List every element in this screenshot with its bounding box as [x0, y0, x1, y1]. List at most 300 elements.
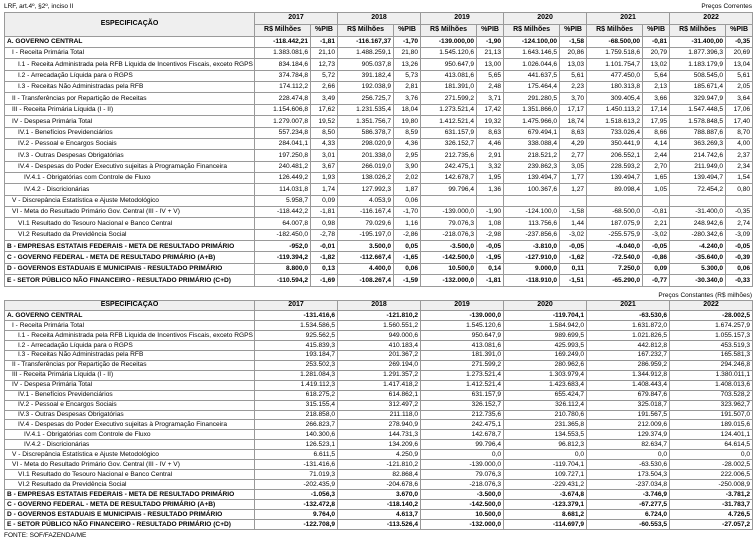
- current-prices-table-head: [5, 13, 753, 37]
- value-cell: 5.958,7: [255, 195, 311, 206]
- value-cell: 242.475,1: [421, 161, 477, 172]
- value-cell: -72.540,0: [587, 252, 643, 263]
- table-row: [5, 370, 753, 380]
- value-cell: 266.823,7: [255, 420, 338, 430]
- value-cell: 8,59: [394, 127, 421, 138]
- value-cell: -1,69: [311, 275, 338, 286]
- value-cell: 4.400,0: [338, 263, 394, 274]
- value-cell: 1.450.113,2: [587, 104, 643, 115]
- table-row: [5, 460, 753, 470]
- value-cell: 323.962,7: [670, 400, 753, 410]
- value-cell: 8,66: [643, 127, 670, 138]
- value-cell: 266.019,0: [338, 161, 394, 172]
- value-cell: 19,32: [477, 116, 504, 127]
- value-cell: 96.812,3: [504, 440, 587, 450]
- year-header: 2021: [587, 13, 670, 25]
- table-row: [5, 263, 753, 274]
- value-cell: 4,29: [560, 138, 587, 149]
- row-label: B - EMPRESAS ESTATAIS FEDERAIS - META DE RESULTADO PRIMÁRIO: [5, 490, 255, 500]
- value-cell: 124.401,1: [670, 430, 753, 440]
- value-cell: 1.055.157,3: [670, 330, 753, 340]
- value-cell: 201.338,0: [338, 150, 394, 161]
- value-cell: 0,14: [477, 263, 504, 274]
- value-cell: 413.081,6: [421, 70, 477, 81]
- value-cell: 206.552,1: [587, 150, 643, 161]
- table-row: [5, 36, 753, 47]
- row-label: IV.4 - Despesas do Poder Executivo sujeitas à Programação Financeira: [5, 420, 255, 430]
- value-cell: 17,42: [477, 104, 504, 115]
- value-cell: 1,74: [311, 184, 338, 195]
- value-cell: 3,05: [560, 161, 587, 172]
- value-cell: 17,06: [726, 104, 753, 115]
- value-cell: -1,81: [477, 275, 504, 286]
- table-row: [5, 218, 753, 229]
- value-cell: -0,05: [643, 241, 670, 252]
- table-row: [5, 320, 753, 330]
- value-cell: 309.405,4: [587, 93, 643, 104]
- value-cell: 17,40: [726, 116, 753, 127]
- value-cell: 0,0: [504, 450, 587, 460]
- table-row: [5, 150, 753, 161]
- year-header: 2022: [670, 300, 753, 310]
- value-cell: 350.441,9: [587, 138, 643, 149]
- value-cell: -139.000,0: [421, 310, 504, 320]
- value-cell: 2,05: [726, 82, 753, 93]
- row-label: E - SETOR PÚBLICO NÃO FINANCEIRO - RESULTADO PRIMÁRIO (C+D): [5, 520, 255, 530]
- value-cell: 1,27: [560, 184, 587, 195]
- table-row: [5, 252, 753, 263]
- table-row: [5, 330, 753, 340]
- value-cell: 4,46: [477, 138, 504, 149]
- current-prices-caption: Preços Correntes: [701, 3, 752, 10]
- row-label: VI.2 Resultado da Previdência Social: [5, 480, 255, 490]
- value-cell: 586.378,7: [338, 127, 394, 138]
- year-header: 2018: [338, 300, 421, 310]
- row-label: I.2 - Arrecadação Líquida para o RGPS: [5, 340, 255, 350]
- value-cell: 326.112,4: [504, 400, 587, 410]
- value-cell: 180.313,8: [587, 82, 643, 93]
- value-cell: -0,05: [477, 241, 504, 252]
- value-cell: -124.100,0: [504, 207, 560, 218]
- value-cell: 212.009,6: [587, 420, 670, 430]
- value-cell: 127.992,3: [338, 184, 394, 195]
- value-cell: 1.351.866,0: [504, 104, 560, 115]
- value-cell: 0,13: [311, 263, 338, 274]
- value-cell: 218.521,2: [504, 150, 560, 161]
- value-cell: 2,13: [643, 82, 670, 93]
- value-cell: -1,59: [394, 275, 421, 286]
- row-label: IV.4.1 - Obrigatórias com Controle de Fluxo: [5, 430, 255, 440]
- value-cell: -1,70: [394, 36, 421, 47]
- value-cell: 325.018,7: [587, 400, 670, 410]
- row-label: V - Discrepância Estatística e Ajuste Metodológico: [5, 450, 255, 460]
- value-unit-header: R$ Milhões: [255, 24, 311, 36]
- value-cell: 142.678,7: [421, 430, 504, 440]
- year-header: 2018: [338, 13, 421, 25]
- value-cell: 5,73: [394, 70, 421, 81]
- table-row: [5, 172, 753, 183]
- value-cell: 181.391,0: [421, 82, 477, 93]
- value-cell: 0,09: [643, 263, 670, 274]
- value-cell: 7.250,0: [587, 263, 643, 274]
- value-cell: 329.947,9: [670, 93, 726, 104]
- row-label: C - GOVERNO FEDERAL - META DE RESULTADO PRIMÁRIO (A+B): [5, 252, 255, 263]
- value-cell: 193.184,7: [255, 350, 338, 360]
- value-cell: -0,35: [726, 207, 753, 218]
- value-cell: 189.015,6: [670, 420, 753, 430]
- table-row: [5, 138, 753, 149]
- value-cell: 210.780,6: [504, 410, 587, 420]
- table-row: [5, 390, 753, 400]
- value-cell: 17,14: [643, 104, 670, 115]
- legal-reference-note: LRF, art.4º, §2º, inciso II: [4, 3, 74, 10]
- value-cell: 5.300,0: [670, 263, 726, 274]
- value-cell: 228.474,8: [255, 93, 311, 104]
- value-cell: 5,65: [477, 70, 504, 81]
- value-cell: 1.560.551,2: [338, 320, 421, 330]
- value-cell: -3,09: [726, 229, 753, 240]
- value-cell: 1,54: [726, 172, 753, 183]
- table-row: [5, 104, 753, 115]
- value-cell: 788.887,6: [670, 127, 726, 138]
- value-cell: 1.584.942,0: [504, 320, 587, 330]
- value-cell: 99.796,4: [421, 440, 504, 450]
- value-cell: -1,95: [477, 252, 504, 263]
- value-cell: 1,05: [643, 184, 670, 195]
- value-cell: 269.194,0: [338, 360, 421, 370]
- value-cell: 2,81: [394, 82, 421, 93]
- constant-prices-table-body: [5, 310, 753, 529]
- value-cell: 1.021.826,5: [587, 330, 670, 340]
- value-cell: 441.637,5: [504, 70, 560, 81]
- value-cell: 2,23: [560, 82, 587, 93]
- value-cell: -119.704,1: [504, 310, 587, 320]
- value-unit-header: R$ Milhões: [504, 24, 560, 36]
- value-cell: 18,04: [394, 104, 421, 115]
- value-cell: 165.581,3: [670, 350, 753, 360]
- value-cell: 0,98: [311, 218, 338, 229]
- table-row: [5, 310, 753, 320]
- table-row: [5, 340, 753, 350]
- value-cell: -204.678,6: [338, 480, 421, 490]
- row-label: VI.1 Resultado do Tesouro Nacional e Banco Central: [5, 470, 255, 480]
- table-row: [5, 93, 753, 104]
- value-cell: 3.500,0: [338, 241, 394, 252]
- row-label: II - Transferências por Repartição de Receitas: [5, 93, 255, 104]
- value-cell: 18,74: [560, 116, 587, 127]
- value-cell: 834.184,6: [255, 59, 311, 70]
- value-cell: 201.367,2: [338, 350, 421, 360]
- value-cell: 134.553,5: [504, 430, 587, 440]
- value-cell: 191.507,0: [670, 410, 753, 420]
- value-cell: -131.416,6: [255, 460, 338, 470]
- value-cell: 3.670,0: [338, 490, 421, 500]
- source-note: FONTE: SOF/FAZENDA/ME: [4, 531, 87, 539]
- value-cell: 703.528,2: [670, 390, 753, 400]
- value-cell: 1.101.754,7: [587, 59, 643, 70]
- table-row: [5, 510, 753, 520]
- value-cell: 21,13: [477, 48, 504, 59]
- value-unit-header: R$ Milhões: [421, 24, 477, 36]
- value-cell: 294.246,8: [670, 360, 753, 370]
- value-cell: 1.291.357,2: [338, 370, 421, 380]
- table-row: [5, 241, 753, 252]
- value-cell: 1.423.683,4: [504, 380, 587, 390]
- value-cell: -31.400,00: [670, 36, 726, 47]
- value-cell: -142.500,0: [421, 500, 504, 510]
- spec-column-header: ESPECIFICAÇÃO: [5, 300, 255, 310]
- constant-prices-table-head: [5, 300, 753, 310]
- value-cell: 240.481,2: [255, 161, 311, 172]
- value-cell: 20,69: [726, 48, 753, 59]
- value-cell: 1,65: [643, 172, 670, 183]
- value-cell: -67.277,5: [587, 500, 670, 510]
- value-cell: 2,91: [477, 150, 504, 161]
- value-cell: 109.727,1: [504, 470, 587, 480]
- value-cell: -31.400,0: [670, 207, 726, 218]
- value-cell: 8,63: [477, 127, 504, 138]
- table-row: [5, 480, 753, 490]
- value-cell: 173.504,3: [587, 470, 670, 480]
- table-row: [5, 59, 753, 70]
- value-cell: 174.112,2: [255, 82, 311, 93]
- table-row: [5, 161, 753, 172]
- value-cell: 1.547.448,5: [670, 104, 726, 115]
- value-cell: -0,01: [311, 241, 338, 252]
- value-cell: 2,21: [643, 218, 670, 229]
- value-cell: -3,02: [560, 229, 587, 240]
- year-header: 2017: [255, 300, 338, 310]
- value-cell: 0,80: [726, 184, 753, 195]
- table-row: [5, 207, 753, 218]
- value-cell: 415.839,3: [255, 340, 338, 350]
- value-cell: 679.494,1: [504, 127, 560, 138]
- value-cell: -182.450,0: [255, 229, 311, 240]
- spec-column-header: ESPECIFICAÇÃO: [5, 13, 255, 37]
- value-cell: -0,86: [643, 252, 670, 263]
- value-cell: 3,76: [394, 93, 421, 104]
- value-unit-header: R$ Milhões: [338, 24, 394, 36]
- value-cell: 1.281.084,3: [255, 370, 338, 380]
- row-label: IV.2 - Pessoal e Encargos Sociais: [5, 400, 255, 410]
- table-row: [5, 360, 753, 370]
- pib-unit-header: %PIB: [311, 24, 338, 36]
- pib-unit-header: %PIB: [477, 24, 504, 36]
- value-cell: 79.076,3: [421, 218, 477, 229]
- current-prices-table-body: [5, 36, 753, 286]
- value-cell: 0,09: [311, 195, 338, 206]
- value-cell: 2,66: [311, 82, 338, 93]
- value-cell: 1.408.443,4: [587, 380, 670, 390]
- value-cell: 298.020,9: [338, 138, 394, 149]
- value-cell: -121.810,2: [338, 310, 421, 320]
- value-cell: 13,03: [560, 59, 587, 70]
- value-cell: 278.940,9: [338, 420, 421, 430]
- row-label: IV.4.2 - Discricionárias: [5, 440, 255, 450]
- pib-unit-header: %PIB: [560, 24, 587, 36]
- value-cell: -127.910,0: [504, 252, 560, 263]
- value-cell: 0,0: [421, 450, 504, 460]
- year-header: 2019: [421, 13, 504, 25]
- value-cell: 19,52: [311, 116, 338, 127]
- value-cell: -3.746,9: [587, 490, 670, 500]
- value-cell: 8.800,0: [255, 263, 311, 274]
- value-cell: 0,11: [560, 263, 587, 274]
- value-cell: 950.647,9: [421, 330, 504, 340]
- value-cell: [670, 195, 726, 206]
- table-row: [5, 420, 753, 430]
- value-cell: -237.856,6: [504, 229, 560, 240]
- value-cell: -35.640,0: [670, 252, 726, 263]
- value-cell: 185.671,4: [670, 82, 726, 93]
- value-cell: 1.534.586,5: [255, 320, 338, 330]
- row-label: VI.2 Resultado da Previdência Social: [5, 229, 255, 240]
- table-row: [5, 82, 753, 93]
- value-cell: -3,02: [643, 229, 670, 240]
- value-cell: 64.007,8: [255, 218, 311, 229]
- value-cell: 4.613,7: [338, 510, 421, 520]
- value-cell: 1,36: [477, 184, 504, 195]
- value-cell: -63.530,6: [587, 460, 670, 470]
- value-cell: -218.076,3: [421, 480, 504, 490]
- value-cell: 1.545.120,6: [421, 320, 504, 330]
- year-header: 2022: [670, 13, 753, 25]
- value-cell: -28.002,5: [670, 310, 753, 320]
- value-cell: -118.442,2: [255, 207, 311, 218]
- row-label: II - Transferências por Repartição de Receitas: [5, 360, 255, 370]
- value-cell: -229.431,2: [504, 480, 587, 490]
- page-header: [4, 3, 752, 10]
- value-cell: 113.756,6: [504, 218, 560, 229]
- value-cell: 71.019,3: [255, 470, 338, 480]
- value-cell: -132.000,0: [421, 275, 477, 286]
- value-cell: 4,36: [394, 138, 421, 149]
- value-cell: -142.500,0: [421, 252, 477, 263]
- value-cell: 286.959,2: [587, 360, 670, 370]
- value-cell: 477.450,0: [587, 70, 643, 81]
- value-cell: 222.006,5: [670, 470, 753, 480]
- value-cell: 1,95: [477, 172, 504, 183]
- row-label: D - GOVERNOS ESTADUAIS E MUNICIPAIS - RESULTADO PRIMÁRIO: [5, 263, 255, 274]
- value-cell: -118.910,0: [504, 275, 560, 286]
- value-cell: 239.862,3: [504, 161, 560, 172]
- row-label: III - Receita Primária Líquida (I - II): [5, 104, 255, 115]
- value-cell: 3,70: [560, 93, 587, 104]
- value-cell: -110.594,2: [255, 275, 311, 286]
- value-cell: 425.993,5: [504, 340, 587, 350]
- value-cell: 8,63: [560, 127, 587, 138]
- value-cell: -113.526,4: [338, 520, 421, 530]
- value-cell: 1.412.521,4: [421, 116, 477, 127]
- value-cell: 1.351.756,7: [338, 116, 394, 127]
- current-prices-table: [4, 12, 753, 287]
- value-cell: -3.500,0: [421, 490, 504, 500]
- value-cell: 191.567,5: [587, 410, 670, 420]
- value-cell: -132.000,0: [421, 520, 504, 530]
- row-label: IV.3 - Outras Despesas Obrigatórias: [5, 150, 255, 161]
- value-cell: 1.273.521,4: [421, 370, 504, 380]
- value-cell: -131.416,6: [255, 310, 338, 320]
- value-cell: 3,01: [311, 150, 338, 161]
- value-cell: -1,58: [560, 36, 587, 47]
- year-header: 2019: [421, 300, 504, 310]
- row-label: IV.2 - Pessoal e Encargos Sociais: [5, 138, 255, 149]
- value-cell: 0,06: [394, 195, 421, 206]
- value-cell: 631.157,9: [421, 390, 504, 400]
- value-cell: 4.726,5: [670, 510, 753, 520]
- value-cell: 1.417.418,2: [338, 380, 421, 390]
- value-cell: 17,17: [560, 104, 587, 115]
- value-cell: -30.340,0: [670, 275, 726, 286]
- value-cell: -132.472,8: [255, 500, 338, 510]
- table-row: [5, 440, 753, 450]
- value-cell: 2,37: [726, 150, 753, 161]
- value-cell: 100.367,6: [504, 184, 560, 195]
- value-cell: -60.553,5: [587, 520, 670, 530]
- value-cell: 79.076,3: [421, 470, 504, 480]
- value-cell: 655.424,7: [504, 390, 587, 400]
- value-cell: -68.500,0: [587, 207, 643, 218]
- value-cell: -112.667,4: [338, 252, 394, 263]
- value-cell: 82.868,4: [338, 470, 421, 480]
- table-row: [5, 450, 753, 460]
- constant-prices-caption: Preços Constantes (R$ milhões): [658, 291, 752, 299]
- row-label: A. GOVERNO CENTRAL: [5, 36, 255, 47]
- value-cell: 218.858,0: [255, 410, 338, 420]
- value-cell: 253.502,3: [255, 360, 338, 370]
- value-cell: -68.500,00: [587, 36, 643, 47]
- value-cell: 1,93: [311, 172, 338, 183]
- value-cell: 1.759.518,6: [587, 48, 643, 59]
- row-label: IV.1 - Benefícios Previdenciários: [5, 390, 255, 400]
- row-label: VI.1 Resultado do Tesouro Nacional e Banco Central: [5, 218, 255, 229]
- value-cell: 338.088,4: [504, 138, 560, 149]
- value-cell: 142.678,7: [421, 172, 477, 183]
- value-cell: 126.449,2: [255, 172, 311, 183]
- value-cell: -65.290,0: [587, 275, 643, 286]
- value-cell: 618.275,2: [255, 390, 338, 400]
- value-unit-header: R$ Milhões: [587, 24, 643, 36]
- value-cell: -116.167,4: [338, 207, 394, 218]
- pib-unit-header: %PIB: [394, 24, 421, 36]
- value-cell: 8,50: [311, 127, 338, 138]
- row-label: IV - Despesa Primária Total: [5, 380, 255, 390]
- value-cell: 212.735,6: [421, 150, 477, 161]
- value-cell: 21,10: [311, 48, 338, 59]
- value-cell: -4.240,0: [670, 241, 726, 252]
- value-cell: 3,32: [477, 161, 504, 172]
- row-label: I - Receita Primária Total: [5, 320, 255, 330]
- value-cell: 79.029,6: [338, 218, 394, 229]
- value-cell: 13,02: [643, 59, 670, 70]
- value-unit-header: R$ Milhões: [670, 24, 726, 36]
- value-cell: -1,81: [311, 36, 338, 47]
- row-label: IV.4.2 - Discricionárias: [5, 184, 255, 195]
- value-cell: -3.500,0: [421, 241, 477, 252]
- value-cell: 1.578.848,5: [670, 116, 726, 127]
- value-cell: 139.494,7: [587, 172, 643, 183]
- value-cell: 557.234,8: [255, 127, 311, 138]
- value-cell: 9.764,0: [255, 510, 338, 520]
- value-cell: 1.475.966,0: [504, 116, 560, 127]
- value-cell: 271.599,2: [421, 93, 477, 104]
- table-row: [5, 490, 753, 500]
- row-label: I.3 - Receitas Não Administradas pela RFB: [5, 82, 255, 93]
- value-cell: 0,06: [726, 263, 753, 274]
- value-cell: 905.037,8: [338, 59, 394, 70]
- value-cell: -122.708,9: [255, 520, 338, 530]
- value-cell: 1.643.146,5: [504, 48, 560, 59]
